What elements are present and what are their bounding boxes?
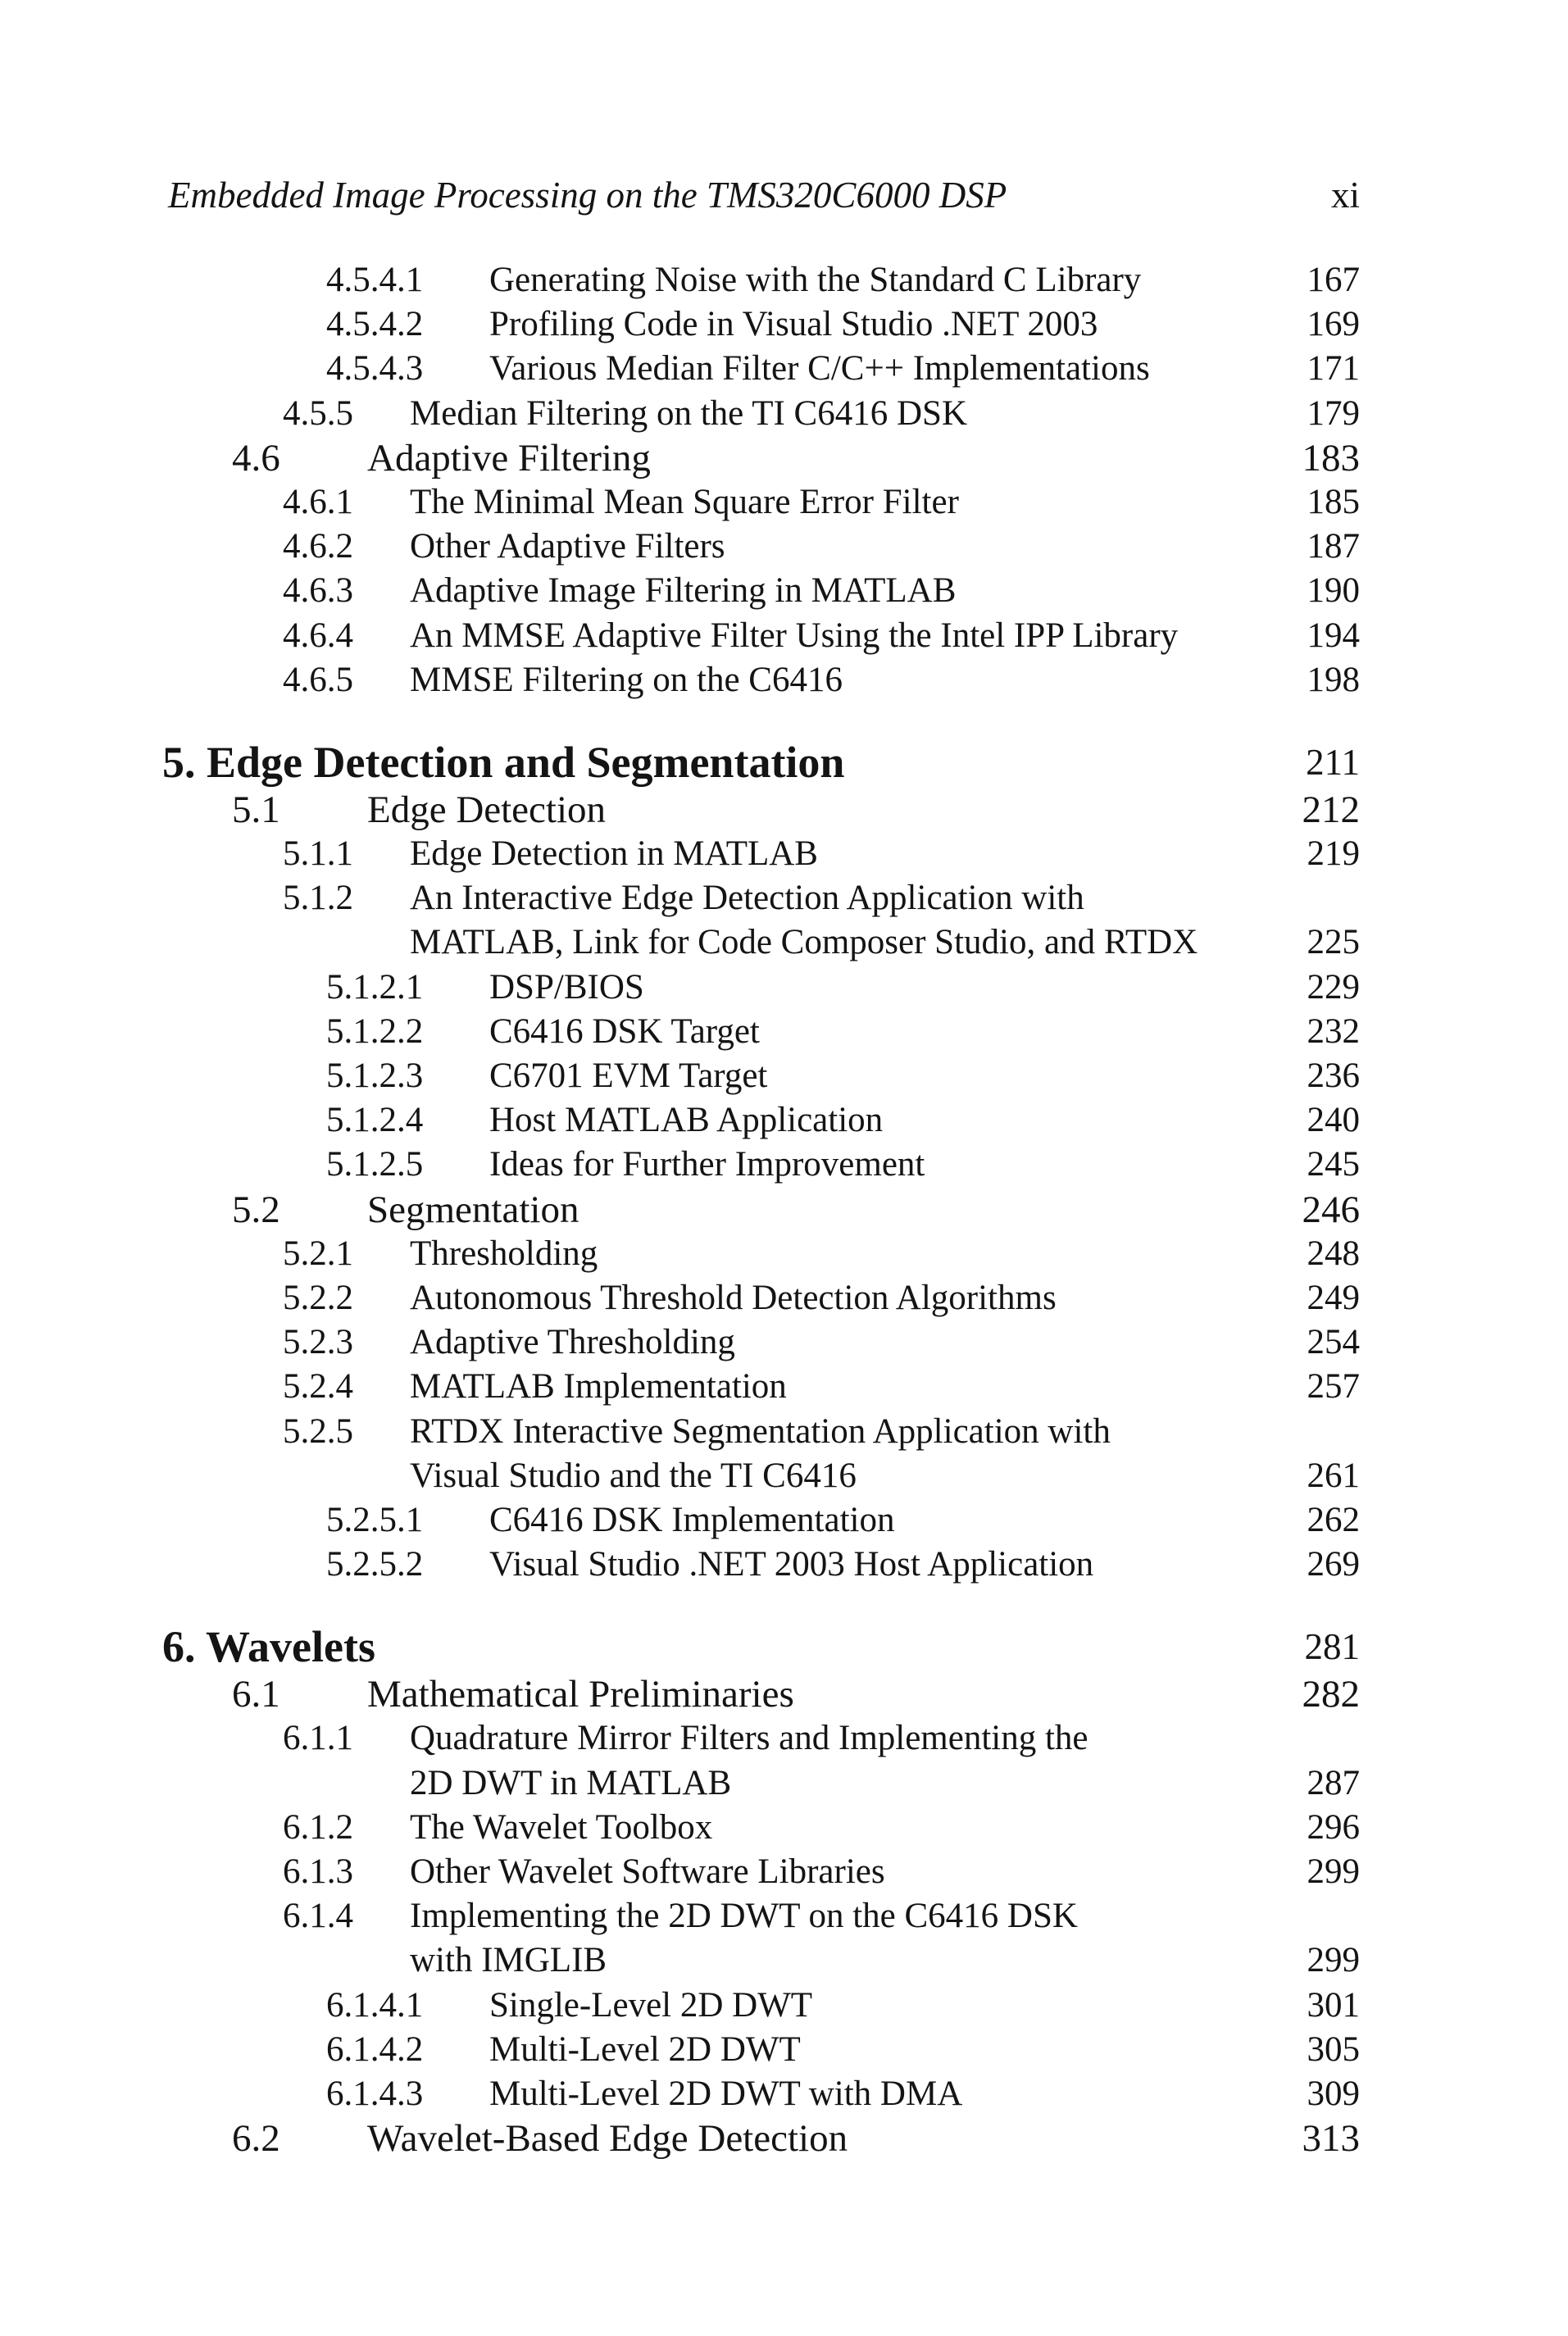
entry-title-continued: Visual Studio and the TI C6416 (410, 1456, 857, 1495)
entry-title: Generating Noise with the Standard C Library (489, 261, 1142, 299)
entry-title: Implementing the 2D DWT on the C6416 DSK (410, 1897, 1078, 1936)
toc-entry (0, 832, 1568, 876)
toc-entry (0, 1410, 1568, 1454)
entry-title: Visual Studio .NET 2003 Host Application (489, 1545, 1094, 1584)
running-title: Embedded Image Processing on the TMS320C6000 DSP (168, 175, 1007, 216)
toc-entry-continuation (0, 1938, 1568, 1983)
entry-page: 169 (1307, 305, 1360, 344)
toc-entry (0, 1850, 1568, 1894)
entry-title: Segmentation (367, 1188, 579, 1231)
entry-title: Thresholding (410, 1234, 598, 1273)
entry-title: Host MATLAB Application (489, 1101, 884, 1140)
chapter-heading (0, 1621, 1568, 1672)
entry-number: 6.1.4.2 (326, 2029, 424, 2069)
toc-entry (0, 1543, 1568, 1587)
entry-page: 187 (1307, 527, 1360, 566)
toc-entry (0, 1672, 1568, 1716)
entry-page: 219 (1307, 834, 1360, 874)
toc-entry-continuation (0, 1454, 1568, 1498)
entry-title: Profiling Code in Visual Studio .NET 2003 (489, 305, 1098, 344)
entry-title: MATLAB Implementation (410, 1367, 787, 1407)
entry-page: 246 (1302, 1188, 1360, 1231)
entry-title: Multi-Level 2D DWT (489, 2029, 801, 2069)
entry-title: Autonomous Threshold Detection Algorithms (410, 1278, 1057, 1317)
entry-page: 179 (1307, 393, 1360, 433)
entry-title: Wavelet-Based Edge Detection (367, 2117, 848, 2161)
toc-entry (0, 258, 1568, 302)
entry-page: 287 (1307, 1763, 1360, 1802)
toc-entry (0, 302, 1568, 347)
toc-entry (0, 658, 1568, 702)
entry-number: 6.1.4.3 (326, 2074, 424, 2113)
entry-page: 269 (1307, 1545, 1360, 1584)
entry-page: 282 (1302, 1673, 1360, 1716)
entry-page: 248 (1307, 1234, 1360, 1273)
entry-title: Quadrature Mirror Filters and Implementing the (410, 1719, 1089, 1758)
toc-entry (0, 480, 1568, 525)
toc-entry (0, 1365, 1568, 1409)
entry-number: 5.2 (232, 1188, 280, 1231)
entry-title: An Interactive Edge Detection Application with (410, 879, 1084, 918)
chapter-title: 5. Edge Detection and Segmentation (162, 737, 845, 787)
toc-entry (0, 1188, 1568, 1232)
toc-entry (0, 392, 1568, 436)
entry-number: 6.1.4 (283, 1897, 353, 1936)
toc-entry (0, 1232, 1568, 1276)
running-header (168, 174, 1360, 223)
toc-entry (0, 436, 1568, 480)
entry-title: The Minimal Mean Square Error Filter (410, 482, 959, 521)
entry-page: 236 (1307, 1057, 1360, 1095)
toc-entry (0, 1806, 1568, 1850)
toc-entry (0, 1894, 1568, 1938)
entry-page: 305 (1307, 2029, 1360, 2069)
entry-number: 4.5.4.1 (326, 261, 424, 299)
toc-entry (0, 1010, 1568, 1054)
entry-page: 185 (1307, 482, 1360, 521)
entry-title: Mathematical Preliminaries (367, 1673, 794, 1716)
entry-number: 4.6.2 (283, 527, 353, 566)
entry-title: Median Filtering on the TI C6416 DSK (410, 393, 968, 433)
entry-number: 6.1 (232, 1673, 280, 1716)
entry-number: 5.2.5.1 (326, 1500, 424, 1539)
entry-title: Various Median Filter C/C++ Implementations (489, 349, 1150, 389)
entry-page: 229 (1307, 967, 1360, 1007)
entry-title: RTDX Interactive Segmentation Application with (410, 1411, 1111, 1451)
toc-entry (0, 1320, 1568, 1365)
toc-entry (0, 1984, 1568, 2028)
entry-page: 261 (1307, 1456, 1360, 1495)
entry-title: Ideas for Further Improvement (489, 1145, 925, 1184)
entry-title: Other Wavelet Software Libraries (410, 1852, 885, 1891)
entry-page: 240 (1307, 1101, 1360, 1140)
entry-number: 4.6.5 (283, 660, 353, 699)
toc-entry (0, 1276, 1568, 1320)
entry-title: Adaptive Thresholding (410, 1323, 735, 1362)
entry-page: 212 (1302, 788, 1360, 831)
entry-title-continued: with IMGLIB (410, 1941, 607, 1980)
toc-entry (0, 1716, 1568, 1761)
entry-page: 254 (1307, 1323, 1360, 1362)
toc-entry (0, 966, 1568, 1010)
entry-title: Single-Level 2D DWT (489, 1985, 813, 2025)
toc-entry-continuation (0, 1761, 1568, 1806)
entry-number: 5.2.4 (283, 1367, 353, 1407)
entry-page: 183 (1302, 436, 1360, 479)
toc-entry (0, 2072, 1568, 2116)
entry-number: 5.1.2.5 (326, 1145, 424, 1184)
entry-title: The Wavelet Toolbox (410, 1807, 713, 1847)
entry-page: 262 (1307, 1500, 1360, 1539)
entry-page: 190 (1307, 571, 1360, 611)
entry-page: 296 (1307, 1807, 1360, 1847)
entry-number: 5.2.1 (283, 1234, 353, 1273)
entry-number: 5.1.2.2 (326, 1011, 424, 1051)
page-number: xi (1330, 175, 1360, 216)
entry-number: 5.1.2 (283, 879, 353, 918)
entry-number: 4.6.1 (283, 482, 353, 521)
entry-title-continued: 2D DWT in MATLAB (410, 1763, 732, 1802)
entry-page: 299 (1307, 1852, 1360, 1891)
entry-number: 4.6.3 (283, 571, 353, 611)
toc-entry (0, 1143, 1568, 1187)
entry-number: 6.1.4.1 (326, 1985, 424, 2025)
chapter-page: 281 (1304, 1626, 1360, 1668)
entry-number: 4.5.4.3 (326, 349, 424, 389)
entry-title: C6416 DSK Target (489, 1011, 760, 1051)
entry-page: 313 (1302, 2117, 1360, 2161)
entry-title: An MMSE Adaptive Filter Using the Intel IPP Library (410, 616, 1179, 655)
table-of-contents (0, 258, 1568, 2161)
toc-entry (0, 788, 1568, 832)
toc-entry (0, 614, 1568, 658)
toc-entry (0, 1498, 1568, 1543)
entry-page: 232 (1307, 1011, 1360, 1051)
toc-entry (0, 1098, 1568, 1143)
entry-number: 5.2.2 (283, 1278, 353, 1317)
entry-number: 5.2.3 (283, 1323, 353, 1362)
entry-title: Adaptive Image Filtering in MATLAB (410, 571, 957, 611)
entry-title: Adaptive Filtering (367, 436, 651, 479)
entry-page: 225 (1307, 923, 1360, 962)
entry-number: 5.1.1 (283, 834, 353, 874)
toc-entry (0, 2028, 1568, 2072)
toc-entry (0, 569, 1568, 613)
toc-entry (0, 347, 1568, 391)
toc-entry (0, 525, 1568, 569)
entry-page: 198 (1307, 660, 1360, 699)
entry-title: MMSE Filtering on the C6416 (410, 660, 843, 699)
entry-page: 167 (1307, 261, 1360, 299)
entry-number: 4.6.4 (283, 616, 353, 655)
entry-title: C6416 DSK Implementation (489, 1500, 895, 1539)
entry-page: 299 (1307, 1941, 1360, 1980)
entry-title: DSP/BIOS (489, 967, 644, 1007)
chapter-spacer (0, 702, 1568, 737)
entry-number: 5.2.5 (283, 1411, 353, 1451)
entry-title: Edge Detection in MATLAB (410, 834, 818, 874)
toc-entry (0, 2116, 1568, 2161)
entry-number: 5.1.2.4 (326, 1101, 424, 1140)
entry-page: 249 (1307, 1278, 1360, 1317)
entry-number: 6.2 (232, 2117, 280, 2161)
toc-entry (0, 1054, 1568, 1098)
entry-page: 301 (1307, 1985, 1360, 2025)
entry-page: 171 (1307, 349, 1360, 389)
entry-number: 5.1 (232, 788, 280, 831)
entry-number: 6.1.2 (283, 1807, 353, 1847)
chapter-title: 6. Wavelets (162, 1622, 375, 1672)
entry-number: 5.1.2.3 (326, 1057, 424, 1095)
toc-entry-continuation (0, 920, 1568, 965)
entry-title: Other Adaptive Filters (410, 527, 725, 566)
entry-number: 6.1.1 (283, 1719, 353, 1758)
entry-number: 5.1.2.1 (326, 967, 424, 1007)
entry-page: 309 (1307, 2074, 1360, 2113)
entry-title-continued: MATLAB, Link for Code Composer Studio, and RTDX (410, 923, 1198, 962)
entry-number: 5.2.5.2 (326, 1545, 424, 1584)
entry-title: C6701 EVM Target (489, 1057, 768, 1095)
entry-number: 4.5.5 (283, 393, 353, 433)
entry-number: 4.5.4.2 (326, 305, 424, 344)
chapter-spacer (0, 1587, 1568, 1621)
chapter-heading (0, 737, 1568, 788)
entry-page: 194 (1307, 616, 1360, 655)
entry-number: 4.6 (232, 436, 280, 479)
chapter-page: 211 (1306, 741, 1360, 783)
entry-title: Edge Detection (367, 788, 607, 831)
toc-entry (0, 876, 1568, 920)
entry-page: 245 (1307, 1145, 1360, 1184)
entry-page: 257 (1307, 1367, 1360, 1407)
entry-number: 6.1.3 (283, 1852, 353, 1891)
entry-title: Multi-Level 2D DWT with DMA (489, 2074, 963, 2113)
